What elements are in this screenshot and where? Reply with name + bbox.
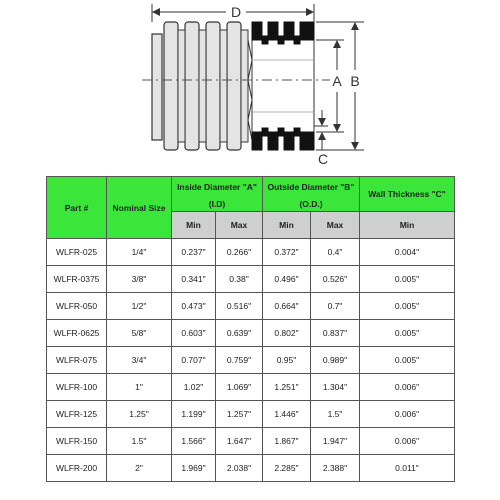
cell-nominal-size: 2" bbox=[107, 455, 172, 482]
corrugation-ridge bbox=[206, 22, 220, 150]
cell-id-min: 0.473" bbox=[172, 293, 216, 320]
dimension-b bbox=[350, 22, 359, 150]
header-nominal-size: Nominal Size bbox=[107, 177, 172, 239]
cell-wall-min: 0.005" bbox=[360, 266, 455, 293]
cell-od-min: 0.372" bbox=[263, 239, 311, 266]
header-outside-diameter: Outside Diameter "B" bbox=[263, 177, 360, 197]
cell-od-min: 1.446" bbox=[263, 401, 311, 428]
cell-od-max: 0.837" bbox=[311, 320, 360, 347]
cell-od-min: 2.285" bbox=[263, 455, 311, 482]
cell-od-min: 1.251" bbox=[263, 374, 311, 401]
subheader-od-min: Min bbox=[263, 212, 311, 239]
dimension-c-label: C bbox=[317, 151, 329, 167]
cell-id-max: 2.038" bbox=[216, 455, 263, 482]
inner-profile-line bbox=[248, 40, 252, 140]
cell-nominal-size: 5/8" bbox=[107, 320, 172, 347]
cell-od-max: 1.5" bbox=[311, 401, 360, 428]
spec-table bbox=[46, 176, 455, 482]
tubing-diagram bbox=[0, 0, 500, 170]
cell-wall-min: 0.006" bbox=[360, 401, 455, 428]
cell-id-min: 1.199" bbox=[172, 401, 216, 428]
corrugation-ridge bbox=[227, 22, 241, 150]
cell-od-min: 1.867" bbox=[263, 428, 311, 455]
table-row bbox=[47, 455, 455, 482]
cell-part-number: WLFR-050 bbox=[47, 293, 107, 320]
cell-id-min: 0.237" bbox=[172, 239, 216, 266]
subheader-od-max: Max bbox=[311, 212, 360, 239]
cell-od-min: 0.802" bbox=[263, 320, 311, 347]
cell-part-number: WLFR-100 bbox=[47, 374, 107, 401]
cell-wall-min: 0.006" bbox=[360, 428, 455, 455]
cell-id-min: 0.603" bbox=[172, 320, 216, 347]
cell-part-number: WLFR-200 bbox=[47, 455, 107, 482]
table-row bbox=[47, 347, 455, 374]
cell-id-max: 0.516" bbox=[216, 293, 263, 320]
header-part: Part # bbox=[47, 177, 107, 239]
cell-id-max: 1.647" bbox=[216, 428, 263, 455]
cell-part-number: WLFR-025 bbox=[47, 239, 107, 266]
cell-wall-min: 0.006" bbox=[360, 374, 455, 401]
cell-nominal-size: 1/2" bbox=[107, 293, 172, 320]
cell-id-max: 0.38" bbox=[216, 266, 263, 293]
cell-od-max: 0.4" bbox=[311, 239, 360, 266]
cell-id-max: 0.266" bbox=[216, 239, 263, 266]
corrugation-ridge bbox=[164, 22, 178, 150]
cell-nominal-size: 3/4" bbox=[107, 347, 172, 374]
dimension-b-label: B bbox=[350, 73, 360, 89]
subheader-id-max: Max bbox=[216, 212, 263, 239]
cell-od-max: 2.388" bbox=[311, 455, 360, 482]
dimension-d-label: D bbox=[230, 4, 242, 20]
cell-id-max: 1.257" bbox=[216, 401, 263, 428]
table-row bbox=[47, 374, 455, 401]
tubing-drawing bbox=[152, 22, 314, 150]
cell-od-min: 0.496" bbox=[263, 266, 311, 293]
cell-od-min: 0.95" bbox=[263, 347, 311, 374]
table-row bbox=[47, 401, 455, 428]
header-inside-diameter: Inside Diameter "A" bbox=[172, 177, 263, 197]
cell-id-min: 0.707" bbox=[172, 347, 216, 374]
cell-id-max: 1.069" bbox=[216, 374, 263, 401]
cell-part-number: WLFR-0625 bbox=[47, 320, 107, 347]
tubing-end-cap bbox=[152, 34, 162, 140]
cell-wall-min: 0.005" bbox=[360, 320, 455, 347]
cell-nominal-size: 1.5" bbox=[107, 428, 172, 455]
cell-wall-min: 0.011" bbox=[360, 455, 455, 482]
cell-od-max: 0.7" bbox=[311, 293, 360, 320]
cell-id-min: 1.969" bbox=[172, 455, 216, 482]
cell-od-min: 0.664" bbox=[263, 293, 311, 320]
cell-id-min: 1.02" bbox=[172, 374, 216, 401]
table-row bbox=[47, 320, 455, 347]
table-row bbox=[47, 239, 455, 266]
cell-od-max: 0.526" bbox=[311, 266, 360, 293]
cell-part-number: WLFR-150 bbox=[47, 428, 107, 455]
cell-id-max: 0.639" bbox=[216, 320, 263, 347]
cell-part-number: WLFR-0375 bbox=[47, 266, 107, 293]
cell-nominal-size: 1.25" bbox=[107, 401, 172, 428]
corrugation-ridge bbox=[185, 22, 199, 150]
table-header-row bbox=[47, 177, 455, 197]
cell-wall-min: 0.005" bbox=[360, 347, 455, 374]
cell-od-max: 1.947" bbox=[311, 428, 360, 455]
cell-part-number: WLFR-125 bbox=[47, 401, 107, 428]
cell-wall-min: 0.004" bbox=[360, 239, 455, 266]
table-row bbox=[47, 428, 455, 455]
dimension-c bbox=[314, 110, 328, 167]
cell-nominal-size: 1" bbox=[107, 374, 172, 401]
header-inside-diameter-sub: (I.D) bbox=[172, 196, 263, 212]
dimension-a bbox=[332, 40, 342, 132]
cell-nominal-size: 3/8" bbox=[107, 266, 172, 293]
cell-od-max: 0.989" bbox=[311, 347, 360, 374]
table-row bbox=[47, 266, 455, 293]
header-wall-thickness: Wall Thickness "C" bbox=[360, 177, 455, 212]
dimension-a-label: A bbox=[332, 73, 342, 89]
dimension-d bbox=[152, 4, 314, 22]
cell-wall-min: 0.005" bbox=[360, 293, 455, 320]
header-outside-diameter-sub: (O.D.) bbox=[263, 196, 360, 212]
cell-part-number: WLFR-075 bbox=[47, 347, 107, 374]
cell-od-max: 1.304" bbox=[311, 374, 360, 401]
cell-id-min: 1.566" bbox=[172, 428, 216, 455]
cell-id-max: 0.759" bbox=[216, 347, 263, 374]
subheader-id-min: Min bbox=[172, 212, 216, 239]
table-row bbox=[47, 293, 455, 320]
subheader-wall-min: Min bbox=[360, 212, 455, 239]
cell-nominal-size: 1/4" bbox=[107, 239, 172, 266]
cell-id-min: 0.341" bbox=[172, 266, 216, 293]
